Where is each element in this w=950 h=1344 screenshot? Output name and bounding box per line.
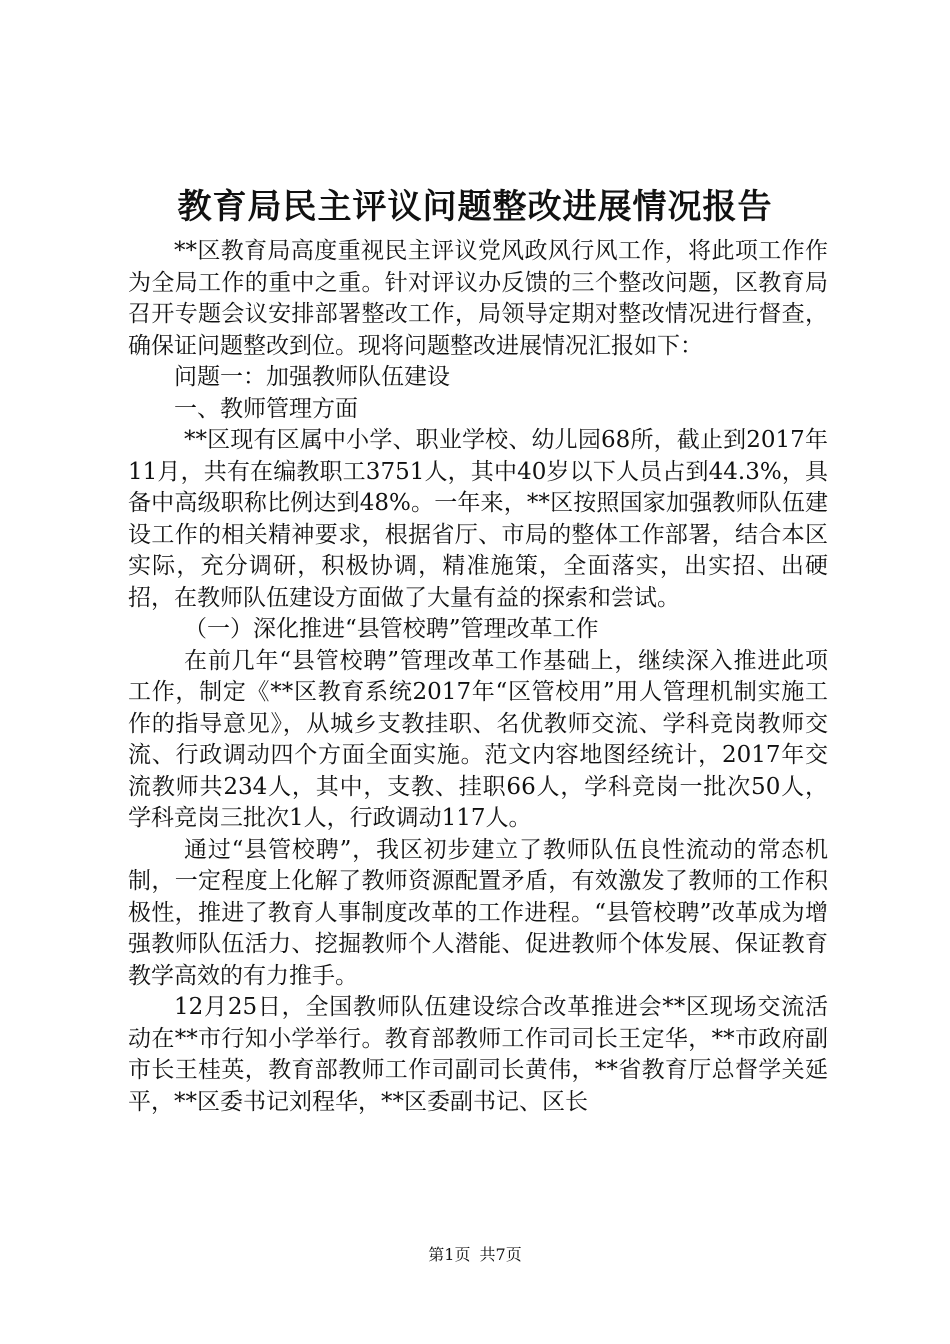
page-footer <box>0 1245 950 1265</box>
teacher-stats-paragraph: **区现有区属中小学、职业学校、幼儿园68所，截止到2017年11月，共有在编教职工3751人，其中40岁以下人员占到44.3%，具备中高级职称比例达到48%。一年来，**区按照国家加强教师队伍建设工作的相关精神要求，根据省厅、市局的整体工作部署，结合本区实际，充分调研，积极协调，精准施策，全面落实，出实招、出硬招，在教师队伍建设方面做了大量有益的探索和尝试。 <box>128 427 828 611</box>
page-total: 共7页 <box>479 1245 522 1264</box>
section-heading-problem-one: 问题一：加强教师队伍建设 <box>174 364 450 390</box>
intro-paragraph: **区教育局高度重视民主评议党风政风行风工作，将此项工作作为全局工作的重中之重。针对评议办反馈的三个整改问题，区教育局召开专题会议安排部署整改工作，局领导定期对整改情况进行督查，确保证问题整改到位。现将问题整改进展情况汇报如下： <box>128 238 828 359</box>
section-heading-teacher-management: 一、教师管理方面 <box>174 395 358 422</box>
reform-detail-paragraph: 在前几年“县管校聘”管理改革工作基础上，继续深入推进此项工作，制定《**区教育系统2017年“区管校用”用人管理机制实施工作的指导意见》，从城乡支教挂职、名优教师交流、学科竞岗教师交流、行政调动四个方面全面实施。范文内容地图经统计，2017年交流教师共234人，其中，支教、挂职66人，学科竞岗一批次50人，学科竞岗三批次1人，行政调动117人。 <box>128 647 828 831</box>
meeting-paragraph: 12月25日，全国教师队伍建设综合改革推进会**区现场交流活动在**市行知小学举行。教育部教师工作司司长王定华，**市政府副市长王桂英，教育部教师工作司副司长黄伟，**省教育厅总督学关延平，**区委书记刘程华，**区委副书记、区长 <box>128 994 828 1115</box>
document-title: 教育局民主评议问题整改进展情况报告 <box>177 187 773 227</box>
document-body <box>128 236 828 1118</box>
subsection-heading-reform: （一）深化推进“县管校聘”管理改革工作 <box>184 616 599 642</box>
reform-effect-paragraph: 通过“县管校聘”，我区初步建立了教师队伍良性流动的常态机制，一定程度上化解了教师资源配置矛盾，有效激发了教师的工作积极性，推进了教育人事制度改革的工作进程。“县管校聘”改革成为增强教师队伍活力、挖掘教师个人潜能、促进教师个体发展、保证教育教学高效的有力推手。 <box>128 836 828 989</box>
page-number: 第1页 <box>428 1245 471 1264</box>
